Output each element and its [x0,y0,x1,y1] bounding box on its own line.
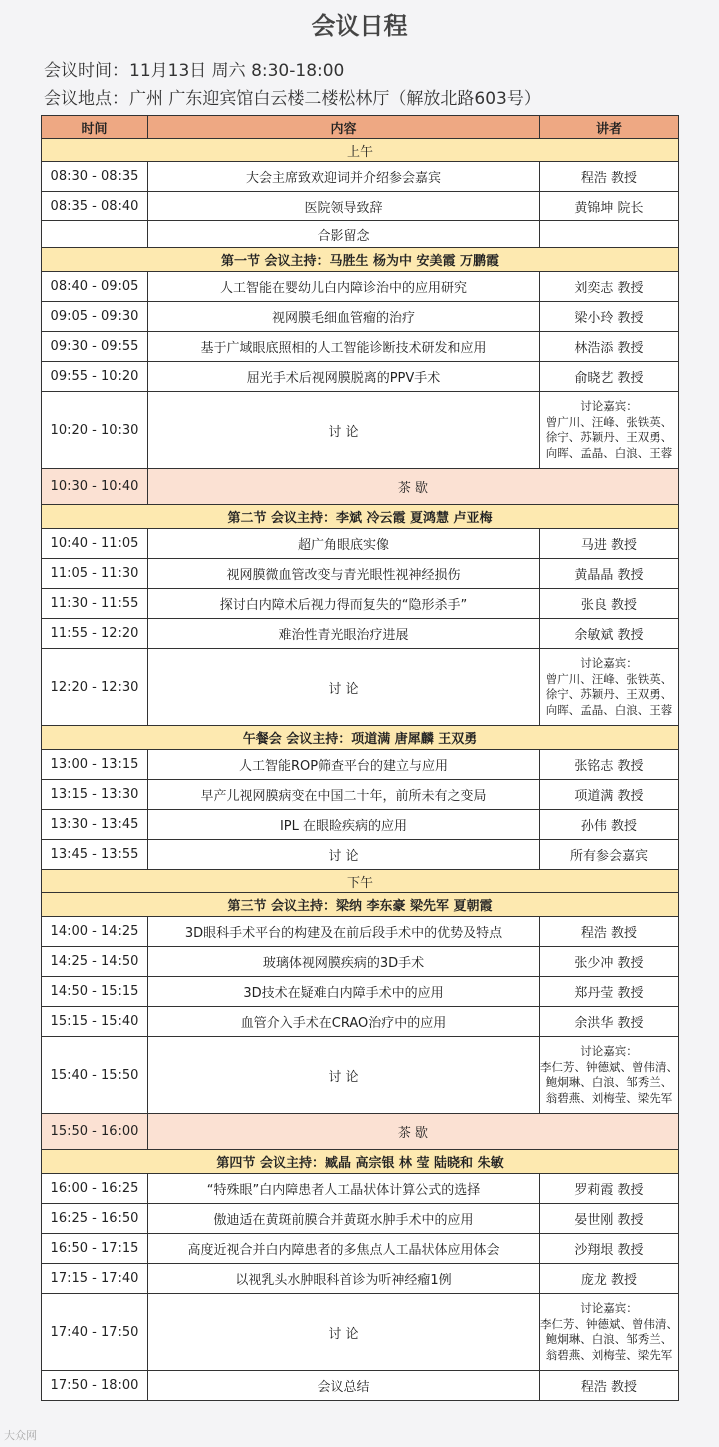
guest-line: 鲍炯琳、白浪、邹秀兰、 [545,1332,673,1346]
row-time: 14:25 - 14:50 [42,947,148,977]
break-row [42,1114,679,1150]
guest-line: 徐宁、苏颖丹、王双勇、 [545,430,673,444]
row-content: 人工智能在婴幼儿白内障诊治中的应用研究 [148,272,540,302]
row-time: 13:30 - 13:45 [42,810,148,840]
header-time: 时间 [42,116,148,139]
row-speaker: 余洪华 教授 [540,1007,679,1037]
guest-line: 翁碧燕、刘梅莹、梁先军 [545,1090,673,1105]
row-content: 大会主席致欢迎词并介绍参会嘉宾 [148,162,540,192]
row-content: 高度近视合并白内障患者的多焦点人工晶状体应用体会 [148,1234,540,1264]
row-time: 14:50 - 15:15 [42,977,148,1007]
section-3-title: 第三节 会议主持：梁纳 李东豪 梁先军 夏朝霞 [42,893,679,917]
row-speaker: 马进 教授 [540,529,679,559]
row-time: 10:20 - 10:30 [42,392,148,469]
row-speaker [540,221,679,248]
row-speaker: 黄锦坤 院长 [540,192,679,221]
section-2-title: 第二节 会议主持：李斌 冷云霞 夏鸿慧 卢亚梅 [42,505,679,529]
table-row [42,780,679,810]
row-speaker: 孙伟 教授 [540,810,679,840]
row-content: 视网膜毛细血管瘤的治疗 [148,302,540,332]
row-time: 08:35 - 08:40 [42,192,148,221]
row-time [42,221,148,248]
row-time: 08:40 - 09:05 [42,272,148,302]
table-row [42,162,679,192]
row-time: 15:15 - 15:40 [42,1007,148,1037]
row-content: 3D技术在疑难白内障手术中的应用 [148,977,540,1007]
header-speaker: 讲者 [540,116,679,139]
table-row [42,1007,679,1037]
row-time: 17:15 - 17:40 [42,1264,148,1294]
row-content: 人工智能ROP筛查平台的建立与应用 [148,750,540,780]
row-content: 医院领导致辞 [148,192,540,221]
row-content: 讨 论 [148,840,540,870]
guest-line: 鲍炯琳、白浪、邹秀兰、 [545,1075,673,1089]
row-content: 讨 论 [148,1037,540,1114]
row-time: 11:05 - 11:30 [42,559,148,589]
meeting-place: 会议地点：广州 广东迎宾馆白云楼二楼松林厅（解放北路603号） [44,89,541,109]
table-row [42,272,679,302]
row-speaker: 郑丹莹 教授 [540,977,679,1007]
table-row [42,332,679,362]
row-content: 3D眼科手术平台的构建及在前后段手术中的优势及特点 [148,917,540,947]
lunch-section-title: 午餐会 会议主持：项道满 唐犀麟 王双勇 [42,726,679,750]
row-content: 讨 论 [148,1294,540,1371]
guest-line: 向晖、孟晶、白浪、王蓉 [545,445,673,460]
row-speaker: 程浩 教授 [540,917,679,947]
afternoon-row [42,870,679,893]
row-time: 14:00 - 14:25 [42,917,148,947]
row-speaker: 张少冲 教授 [540,947,679,977]
row-time: 09:55 - 10:20 [42,362,148,392]
row-speaker: 程浩 教授 [540,1371,679,1401]
section-4-title: 第四节 会议主持：臧晶 高宗银 林 莹 陆晓和 朱敏 [42,1150,679,1174]
row-content: 以视乳头水肿眼科首诊为听神经瘤1例 [148,1264,540,1294]
table-row [42,1264,679,1294]
row-content: 早产儿视网膜病变在中国二十年，前所未有之变局 [148,780,540,810]
row-speaker: 晏世刚 教授 [540,1204,679,1234]
row-time: 10:30 - 10:40 [42,469,148,505]
row-content: 血管介入手术在CRAO治疗中的应用 [148,1007,540,1037]
row-content: 玻璃体视网膜疾病的3D手术 [148,947,540,977]
row-content: 会议总结 [148,1371,540,1401]
row-time: 15:50 - 16:00 [42,1114,148,1150]
row-time: 11:30 - 11:55 [42,589,148,619]
table-row [42,559,679,589]
table-row [42,1204,679,1234]
row-content: IPL 在眼睑疾病的应用 [148,810,540,840]
guest-line: 讨论嘉宾： [580,656,638,670]
row-speaker: 所有参会嘉宾 [540,840,679,870]
row-time: 09:30 - 09:55 [42,332,148,362]
section-row [42,248,679,272]
discussion-guests [540,1037,679,1114]
row-speaker: 余敏斌 教授 [540,619,679,649]
table-row [42,1371,679,1401]
table-row [42,1174,679,1204]
guest-line: 讨论嘉宾： [580,1301,638,1315]
break-label: 茶 歇 [148,1114,679,1150]
table-row [42,977,679,1007]
morning-label: 上午 [42,139,679,162]
row-speaker: 程浩 教授 [540,162,679,192]
table-row [42,840,679,870]
row-content: 视网膜微血管改变与青光眼性视神经损伤 [148,559,540,589]
section-1-title: 第一节 会议主持：马胜生 杨为中 安美霞 万鹏霞 [42,248,679,272]
guest-line: 李仁芳、钟德斌、曾伟清、 [540,1316,678,1331]
row-time: 16:25 - 16:50 [42,1204,148,1234]
row-content: 讨 论 [148,392,540,469]
header-row [42,116,679,139]
row-content: 讨 论 [148,649,540,726]
table-row [42,529,679,559]
section-row [42,505,679,529]
row-content: “特殊眼”白内障患者人工晶状体计算公式的选择 [148,1174,540,1204]
page-title: 会议日程 [311,12,408,40]
row-time: 09:05 - 09:30 [42,302,148,332]
row-time: 17:40 - 17:50 [42,1294,148,1371]
row-content: 探讨白内障术后视力得而复失的“隐形杀手” [148,589,540,619]
row-speaker: 庞龙 教授 [540,1264,679,1294]
guest-line: 讨论嘉宾： [580,1044,638,1058]
row-time: 12:20 - 12:30 [42,649,148,726]
discussion-row [42,392,679,469]
row-time: 13:15 - 13:30 [42,780,148,810]
afternoon-label: 下午 [42,870,679,893]
row-content: 难治性青光眼治疗进展 [148,619,540,649]
table-row [42,750,679,780]
break-row [42,469,679,505]
guest-line: 讨论嘉宾： [580,399,638,413]
morning-row [42,139,679,162]
table-row [42,917,679,947]
discussion-row [42,1294,679,1371]
row-speaker: 梁小玲 教授 [540,302,679,332]
discussion-guests [540,649,679,726]
guest-line: 曾广川、汪峰、张铁英、 [545,671,673,686]
table-row [42,221,679,248]
table-row [42,302,679,332]
table-row [42,947,679,977]
row-content: 傲迪适在黄斑前膜合并黄斑水肿手术中的应用 [148,1204,540,1234]
row-time: 15:40 - 15:50 [42,1037,148,1114]
watermark: 大众网 [4,1429,37,1442]
guest-line: 徐宁、苏颖丹、王双勇、 [545,687,673,701]
table-row [42,589,679,619]
row-time: 13:45 - 13:55 [42,840,148,870]
row-time: 13:00 - 13:15 [42,750,148,780]
table-row [42,192,679,221]
row-speaker: 黄晶晶 教授 [540,559,679,589]
section-row [42,1150,679,1174]
row-speaker: 俞晓艺 教授 [540,362,679,392]
guest-line: 向晖、孟晶、白浪、王蓉 [545,702,673,717]
row-content: 屈光手术后视网膜脱离的PPV手术 [148,362,540,392]
guest-line: 曾广川、汪峰、张铁英、 [545,414,673,429]
row-speaker: 沙翔垠 教授 [540,1234,679,1264]
break-label: 茶 歇 [148,469,679,505]
meeting-time: 会议时间：11月13日 周六 8:30-18:00 [44,61,345,81]
discussion-guests [540,1294,679,1371]
schedule-table [41,115,679,1401]
discussion-row [42,1037,679,1114]
row-speaker: 刘奕志 教授 [540,272,679,302]
table-row [42,810,679,840]
table-row [42,619,679,649]
table-row [42,1234,679,1264]
discussion-guests [540,392,679,469]
row-time: 10:40 - 11:05 [42,529,148,559]
row-speaker: 林浩添 教授 [540,332,679,362]
row-time: 16:00 - 16:25 [42,1174,148,1204]
section-row [42,893,679,917]
row-speaker: 张铭志 教授 [540,750,679,780]
row-speaker: 张良 教授 [540,589,679,619]
table-row [42,362,679,392]
row-content: 基于广域眼底照相的人工智能诊断技术研发和应用 [148,332,540,362]
row-time: 17:50 - 18:00 [42,1371,148,1401]
row-time: 11:55 - 12:20 [42,619,148,649]
row-speaker: 罗莉霞 教授 [540,1174,679,1204]
guest-line: 翁碧燕、刘梅莹、梁先军 [545,1347,673,1362]
row-time: 08:30 - 08:35 [42,162,148,192]
row-time: 16:50 - 17:15 [42,1234,148,1264]
section-row [42,726,679,750]
discussion-row [42,649,679,726]
row-speaker: 项道满 教授 [540,780,679,810]
row-content: 合影留念 [148,221,540,248]
header-content: 内容 [148,116,540,139]
guest-line: 李仁芳、钟德斌、曾伟清、 [540,1059,678,1074]
row-content: 超广角眼底实像 [148,529,540,559]
